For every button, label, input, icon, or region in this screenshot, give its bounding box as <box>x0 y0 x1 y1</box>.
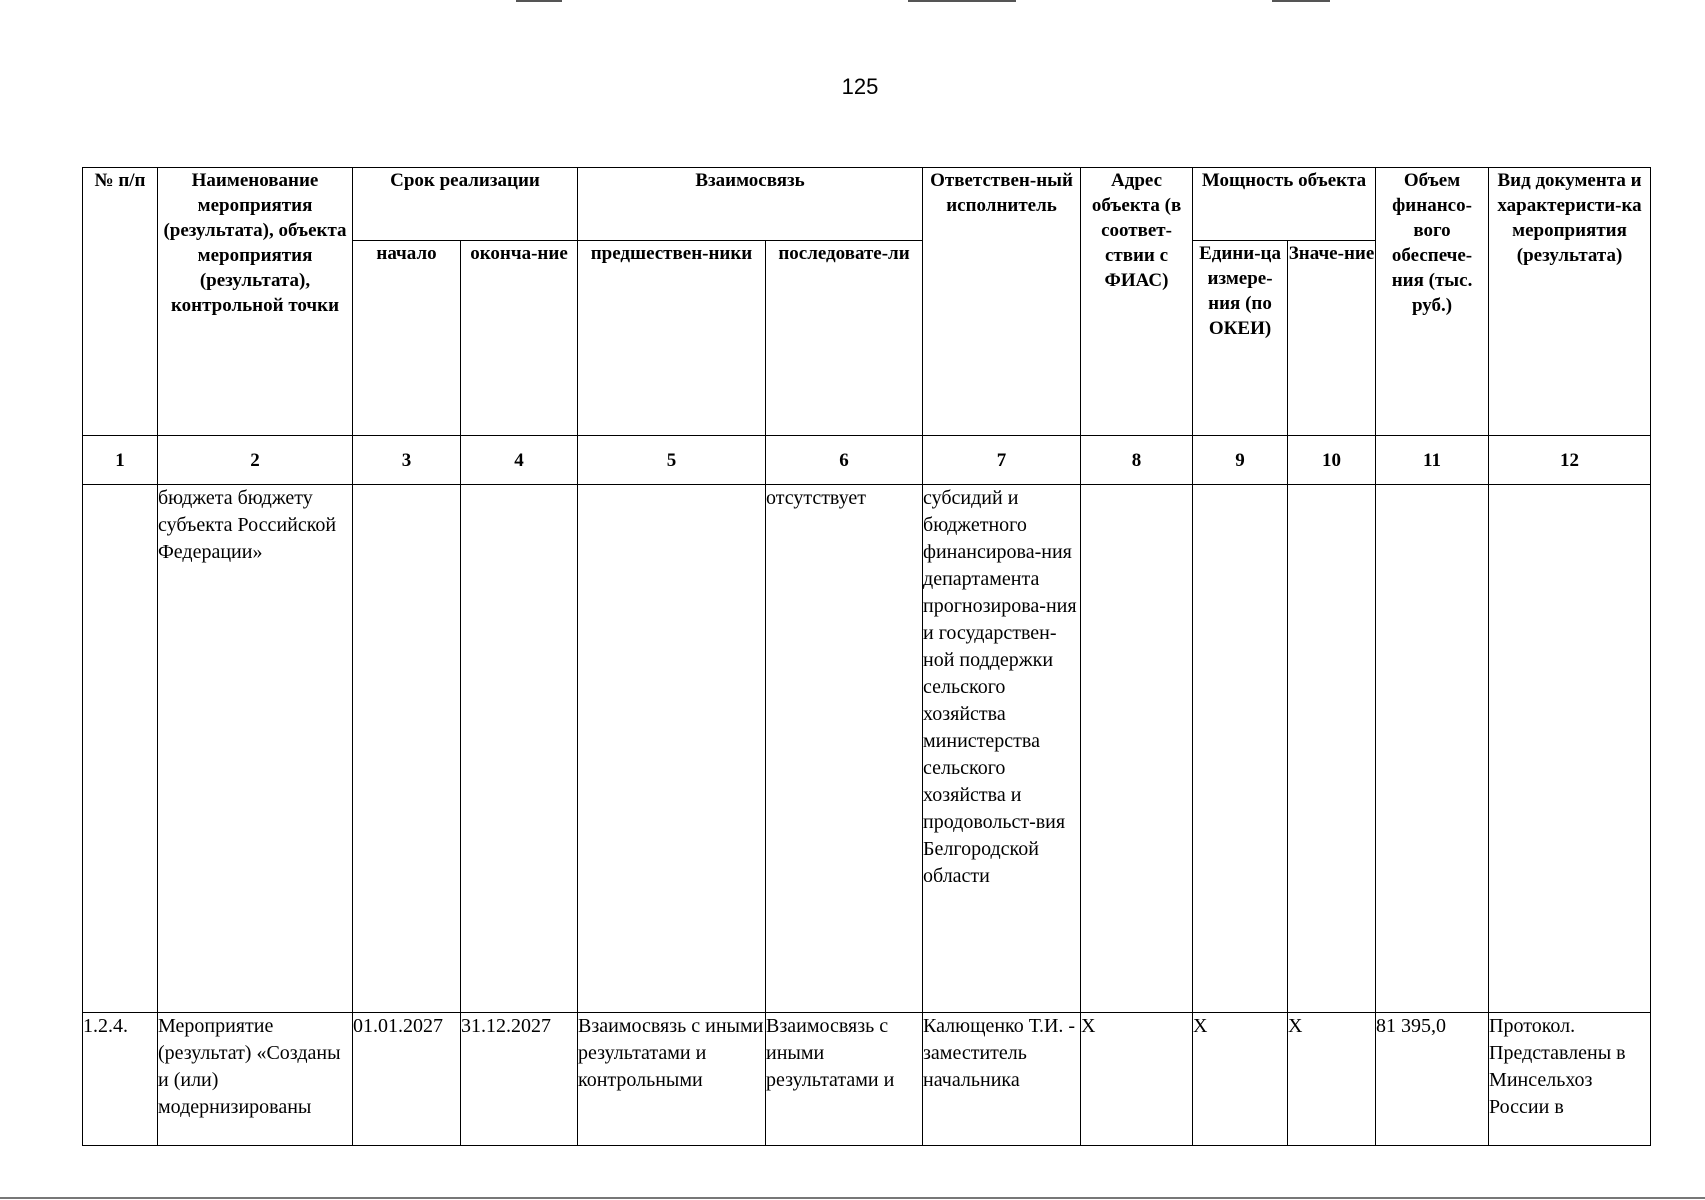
cell-next: отсутствует <box>766 485 923 1013</box>
cell-prev: Взаимосвязь с иными результатами и контрольными <box>578 1013 766 1146</box>
column-number: 8 <box>1081 436 1193 485</box>
header-name: Наименование мероприятия (результата), объекта мероприятия (результата), контрольной точки <box>158 168 353 436</box>
cell-value: X <box>1288 1013 1376 1146</box>
header-capacity-unit: Едини-ца измере-ния (по ОКЕИ) <box>1193 241 1288 436</box>
cell-name: бюджета бюджету субъекта Российской Федерации» <box>158 485 353 1013</box>
header-term: Срок реализации <box>353 168 578 241</box>
column-number: 9 <box>1193 436 1288 485</box>
cell-next: Взаимосвязь с иными результатами и <box>766 1013 923 1146</box>
bottom-border <box>0 1197 1705 1199</box>
column-number: 3 <box>353 436 461 485</box>
column-number-row <box>83 436 1651 485</box>
cell-funding: 81 395,0 <box>1376 1013 1489 1146</box>
header-relation: Взаимосвязь <box>578 168 923 241</box>
header-address: Адрес объекта (в соответ-ствии с ФИАС) <box>1081 168 1193 436</box>
cell-start <box>353 485 461 1013</box>
cell-end <box>461 485 578 1013</box>
scan-mark-top-2 <box>908 0 1016 2</box>
column-number: 1 <box>83 436 158 485</box>
header-doc-type: Вид документа и характеристи-ка мероприятия (результата) <box>1489 168 1651 436</box>
cell-responsible: субсидий и бюджетного финансирова-ния департамента прогнозирова-ния и государствен-ной поддержки сельского хозяйства министерства сельского хозяйства и продовольст-вия Белгородской области <box>923 485 1081 1013</box>
column-number: 10 <box>1288 436 1376 485</box>
cell-responsible: Калющенко Т.И. - заместитель начальника <box>923 1013 1081 1146</box>
table-row <box>83 1013 1651 1146</box>
header-responsible: Ответствен-ный исполнитель <box>923 168 1081 436</box>
table-row <box>83 485 1651 1013</box>
column-number: 4 <box>461 436 578 485</box>
header-funding: Объем финансо-вого обеспече-ния (тыс. руб.) <box>1376 168 1489 436</box>
header-capacity: Мощность объекта <box>1193 168 1376 241</box>
cell-start: 01.01.2027 <box>353 1013 461 1146</box>
column-number: 12 <box>1489 436 1651 485</box>
cell-funding <box>1376 485 1489 1013</box>
scan-mark-top-3 <box>1272 0 1330 2</box>
cell-num <box>83 485 158 1013</box>
plan-table <box>82 167 1651 1146</box>
cell-doc: Протокол. Представлены в Минсельхоз России в <box>1489 1013 1651 1146</box>
scan-mark-top-1 <box>516 0 562 2</box>
header-capacity-value: Значе-ние <box>1288 241 1376 436</box>
cell-num: 1.2.4. <box>83 1013 158 1146</box>
header-relation-prev: предшествен-ники <box>578 241 766 436</box>
cell-doc <box>1489 485 1651 1013</box>
cell-unit <box>1193 485 1288 1013</box>
header-num: № п/п <box>83 168 158 436</box>
column-number: 7 <box>923 436 1081 485</box>
cell-prev <box>578 485 766 1013</box>
header-relation-next: последовате-ли <box>766 241 923 436</box>
page-number: 125 <box>841 74 879 99</box>
cell-address: X <box>1081 1013 1193 1146</box>
column-number: 5 <box>578 436 766 485</box>
header-term-start: начало <box>353 241 461 436</box>
cell-address <box>1081 485 1193 1013</box>
cell-unit: X <box>1193 1013 1288 1146</box>
cell-value <box>1288 485 1376 1013</box>
column-number: 2 <box>158 436 353 485</box>
column-number: 6 <box>766 436 923 485</box>
cell-end: 31.12.2027 <box>461 1013 578 1146</box>
column-number: 11 <box>1376 436 1489 485</box>
header-term-end: оконча-ние <box>461 241 578 436</box>
cell-name: Мероприятие (результат) «Созданы и (или) модернизированы <box>158 1013 353 1146</box>
